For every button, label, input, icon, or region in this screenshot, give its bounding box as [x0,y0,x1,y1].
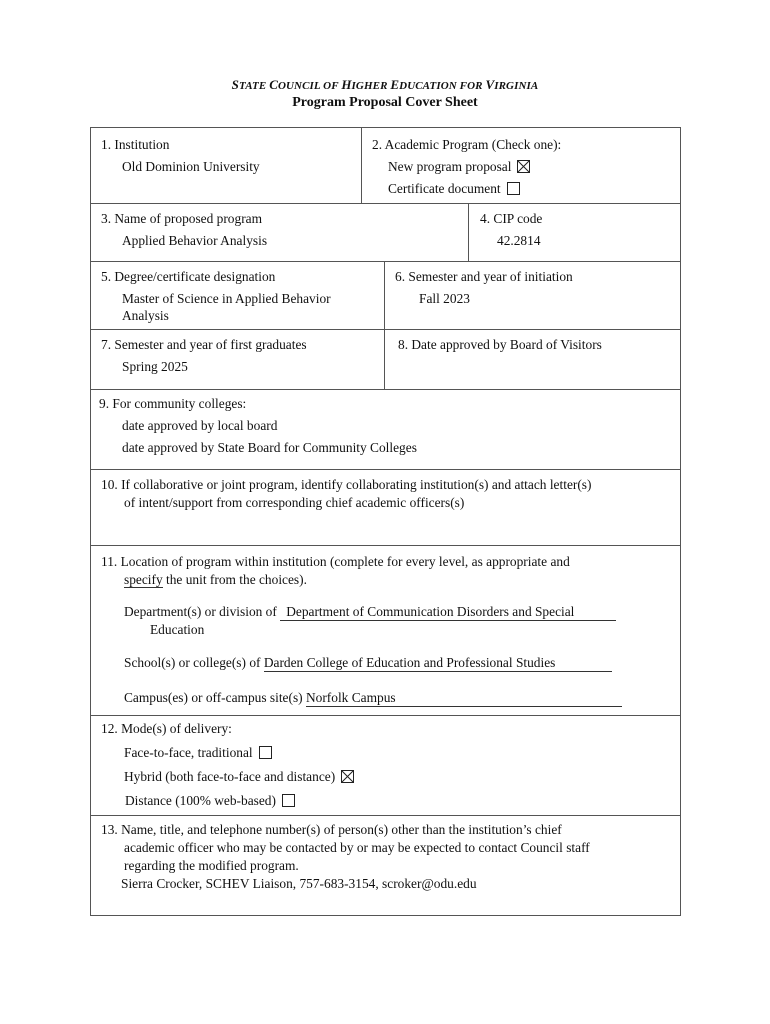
face-to-face-label: Face-to-face, traditional [124,745,253,760]
contact-line1: 13. Name, title, and telephone number(s) of person(s) other than the institution’s chief [101,822,562,837]
local-board-date[interactable]: date approved by local board [122,418,278,433]
campus-field [124,689,622,707]
degree-value-line1[interactable]: Master of Science in Applied Behavior [122,291,331,306]
option-new-program-label: New program proposal [388,159,512,174]
collaborative-line2: of intent/support from corresponding chief academic officers(s) [124,495,465,510]
column-divider [384,330,385,389]
community-colleges-label: 9. For community colleges: [99,396,247,411]
campus-value[interactable]: Norfolk Campus [306,689,622,707]
cover-sheet-form [90,127,681,916]
option-face-to-face[interactable] [124,744,272,761]
row-collaborative [91,470,680,546]
first-graduates-label: 7. Semester and year of first graduates [101,337,307,352]
degree-value-line2[interactable]: Analysis [122,308,169,323]
department-value-cont[interactable]: Education [150,622,205,637]
initiation-value[interactable]: Fall 2023 [419,291,470,306]
new-program-checkbox[interactable] [517,160,530,173]
row-institution-program [91,128,680,204]
option-distance[interactable] [125,792,295,809]
contact-value[interactable]: Sierra Crocker, SCHEV Liaison, 757-683-3154, scroker@odu.edu [121,876,477,891]
institution-value[interactable]: Old Dominion University [122,159,260,174]
school-value[interactable]: Darden College of Education and Professional Studies [264,654,612,672]
institution-label: 1. Institution [101,137,170,152]
row-community-colleges [91,390,680,470]
option-new-program[interactable] [388,158,530,175]
contact-line3: regarding the modified program. [124,858,299,873]
school-label: School(s) or college(s) of [124,655,264,670]
column-divider [384,262,385,329]
initiation-label: 6. Semester and year of initiation [395,269,573,284]
bov-date-label: 8. Date approved by Board of Visitors [398,337,602,352]
state-board-date[interactable]: date approved by State Board for Community Colleges [122,440,417,455]
row-degree-initiation [91,262,680,330]
option-certificate[interactable] [388,180,520,197]
hybrid-label: Hybrid (both face-to-face and distance) [124,769,336,784]
delivery-label: 12. Mode(s) of delivery: [101,721,232,736]
first-graduates-value[interactable]: Spring 2025 [122,359,188,374]
face-to-face-checkbox[interactable] [259,746,272,759]
row-graduates-bov [91,330,680,390]
row-program-cip [91,204,680,262]
specify-underlined: specify [124,572,163,587]
page-title: Program Proposal Cover Sheet [292,95,478,110]
degree-label: 5. Degree/certificate designation [101,269,276,284]
checked-x-icon [518,161,529,172]
column-divider [361,128,362,203]
row-delivery [91,716,680,816]
document-header [0,77,770,111]
certificate-checkbox[interactable] [507,182,520,195]
option-hybrid[interactable] [124,768,354,785]
option-certificate-label: Certificate document [388,181,501,196]
location-line2: specify the unit from the choices). [124,572,307,587]
collaborative-line1: 10. If collaborative or joint program, identify collaborating institution(s) and attach letter(s) [101,477,592,492]
program-name-label: 3. Name of proposed program [101,211,263,226]
checked-x-icon [342,771,353,782]
program-name-value[interactable]: Applied Behavior Analysis [122,233,268,248]
column-divider [468,204,469,261]
cip-code-value[interactable]: 42.2814 [497,233,541,248]
row-contact [91,816,680,915]
distance-label: Distance (100% web-based) [125,793,276,808]
contact-line2: academic officer who may be contacted by or may be expected to contact Council staff [124,840,590,855]
location-line1: 11. Location of program within institution (complete for every level, as appropriate and [101,554,570,569]
distance-checkbox[interactable] [282,794,295,807]
council-title: STATE COUNCIL OF HIGHER EDUCATION FOR VIRGINIA [231,77,539,92]
academic-program-label: 2. Academic Program (Check one): [372,137,562,152]
campus-label: Campus(es) or off-campus site(s) [124,690,306,705]
department-label: Department(s) or division of [124,604,281,619]
school-field [124,654,612,672]
cip-code-label: 4. CIP code [480,211,543,226]
hybrid-checkbox[interactable] [341,770,354,783]
row-location [91,546,680,716]
department-field [124,603,616,621]
department-value[interactable]: Department of Communication Disorders and Special [280,603,616,621]
